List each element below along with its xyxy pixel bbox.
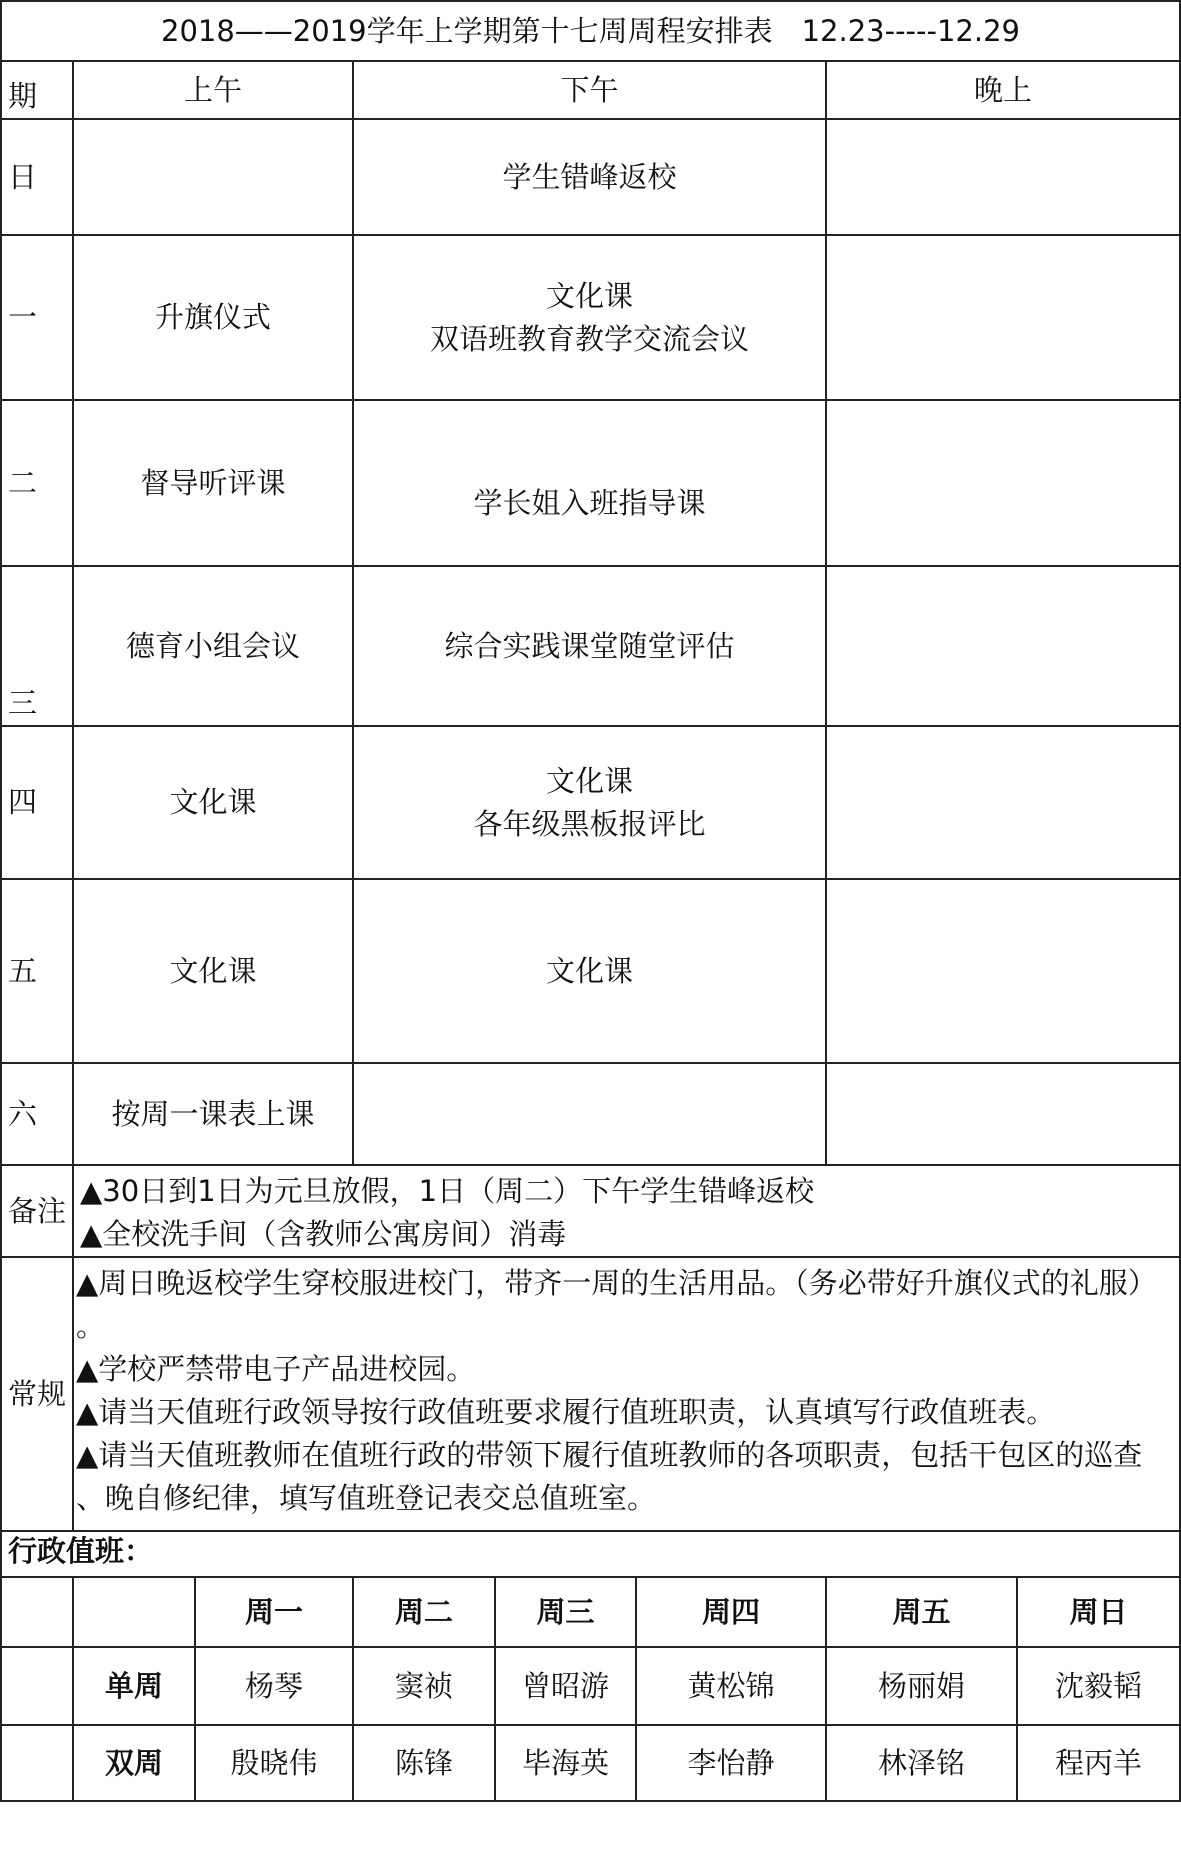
duty-name-cell: [635, 1724, 827, 1802]
duty-day-label: 周三: [536, 1594, 595, 1629]
header-morning: [72, 60, 354, 120]
remarks-label-cell: [0, 1164, 74, 1258]
title-text: 2018——2019学年上学期第十七周周程安排表 12.23-----12.29: [161, 13, 1020, 48]
afternoon-cell: [352, 565, 827, 727]
morning-text: 德育小组会议: [125, 628, 300, 663]
duty-row-label-cell: [72, 1724, 196, 1802]
evening-cell: [825, 399, 1181, 567]
duty-name: 窦祯: [394, 1668, 453, 1703]
duty-row-label: 单周: [104, 1668, 163, 1703]
duty-label-header-cell: [72, 1576, 196, 1648]
duty-name: 程丙羊: [1054, 1745, 1142, 1780]
duty-corner-cell: [0, 1576, 74, 1648]
afternoon-text: 学生错峰返校: [502, 159, 677, 194]
header-afternoon-label: 下午: [560, 72, 619, 107]
duty-name: 殷晓伟: [230, 1745, 318, 1780]
duty-day-label: 周日: [1069, 1594, 1128, 1629]
afternoon-text: 双语班教育教学交流会议: [429, 321, 749, 356]
routine-label: 常规: [8, 1376, 67, 1411]
afternoon-text: 学长姐入班指导课: [473, 485, 706, 520]
day-cell: [0, 878, 74, 1064]
duty-name-cell: [1016, 1724, 1181, 1802]
day-label: 二: [8, 465, 38, 500]
day-cell: [0, 399, 74, 567]
evening-cell: [825, 725, 1181, 880]
header-day-label: 期: [8, 79, 38, 113]
afternoon-cell: [352, 118, 827, 236]
header-morning-label: 上午: [183, 72, 242, 107]
duty-name: 陈锋: [394, 1745, 453, 1780]
duty-name: 曾昭游: [521, 1668, 609, 1703]
duty-row-blank: [0, 1646, 74, 1726]
day-cell: [0, 565, 74, 727]
day-label: 六: [8, 1096, 38, 1131]
duty-day-label: 周四: [701, 1594, 760, 1629]
day-label: 一: [8, 300, 38, 334]
routine-line: ▲请当天值班行政领导按行政值班要求履行值班职责，认真填写行政值班表。: [76, 1395, 1056, 1429]
duty-row-label: 双周: [104, 1745, 163, 1780]
duty-name: 杨琴: [244, 1668, 303, 1703]
day-label: 日: [8, 159, 38, 194]
duty-name: 林泽铭: [877, 1745, 965, 1780]
duty-day-header: [494, 1576, 637, 1648]
header-evening: [825, 60, 1181, 120]
duty-row-blank: [0, 1724, 74, 1802]
duty-day-header: [1016, 1576, 1181, 1648]
afternoon-text: 文化课: [545, 763, 633, 798]
evening-cell: [825, 565, 1181, 727]
duty-title: 行政值班：: [8, 1534, 154, 1568]
routine-content: [72, 1256, 1181, 1532]
duty-name-cell: [494, 1724, 637, 1802]
duty-name: 杨丽娟: [877, 1668, 965, 1703]
duty-day-header: [825, 1576, 1018, 1648]
duty-name-cell: [194, 1646, 354, 1726]
morning-cell: [72, 565, 354, 727]
day-cell: [0, 1062, 74, 1166]
morning-cell: [72, 878, 354, 1064]
afternoon-text: 各年级黑板报评比: [473, 806, 706, 841]
evening-cell: [825, 234, 1181, 401]
morning-text: 文化课: [169, 953, 257, 988]
header-day: [0, 60, 74, 120]
day-label: 五: [8, 953, 38, 988]
remark-line: ▲全校洗手间（含教师公寓房间）消毒: [80, 1217, 567, 1251]
afternoon-cell: [352, 725, 827, 880]
duty-day-label: 周五: [892, 1594, 951, 1629]
duty-day-header: [352, 1576, 496, 1648]
evening-cell: [825, 1062, 1181, 1166]
duty-day-label: 周一: [244, 1594, 303, 1629]
afternoon-text: 文化课: [545, 278, 633, 313]
duty-name: 毕海英: [521, 1745, 609, 1780]
routine-line: 。: [76, 1309, 106, 1343]
day-label: 三: [8, 686, 38, 720]
duty-name-cell: [825, 1724, 1018, 1802]
duty-title-cell: [0, 1530, 1181, 1578]
duty-name-cell: [494, 1646, 637, 1726]
morning-cell: [72, 234, 354, 401]
remark-line: ▲30日到1日为元旦放假，1日（周二）下午学生错峰返校: [80, 1174, 815, 1208]
morning-cell: [72, 118, 354, 236]
remarks-content: [72, 1164, 1181, 1258]
duty-name-cell: [825, 1646, 1018, 1726]
duty-name: 黄松锦: [687, 1668, 775, 1703]
duty-name-cell: [194, 1724, 354, 1802]
duty-day-header: [635, 1576, 827, 1648]
page-title: [0, 0, 1181, 62]
morning-text: 升旗仪式: [154, 300, 271, 334]
morning-text: 文化课: [169, 785, 257, 819]
day-cell: [0, 234, 74, 401]
routine-line: ▲周日晚返校学生穿校服进校门，带齐一周的生活用品。（务必带好升旗仪式的礼服）: [76, 1266, 1157, 1300]
duty-name: 沈毅韬: [1054, 1668, 1142, 1703]
afternoon-cell: [352, 1062, 827, 1166]
duty-name-cell: [352, 1724, 496, 1802]
routine-line: ▲学校严禁带电子产品进校园。: [76, 1352, 476, 1386]
header-evening-label: 晚上: [973, 72, 1032, 107]
duty-row-label-cell: [72, 1646, 196, 1726]
afternoon-cell: [352, 878, 827, 1064]
duty-day-label: 周二: [394, 1594, 453, 1629]
afternoon-text: 综合实践课堂随堂评估: [444, 628, 735, 663]
afternoon-text: 文化课: [545, 953, 633, 988]
header-afternoon: [352, 60, 827, 120]
morning-text: 按周一课表上课: [111, 1096, 315, 1131]
routine-label-cell: [0, 1256, 74, 1532]
afternoon-cell: [352, 399, 827, 567]
routine-line: ▲请当天值班教师在值班行政的带领下履行值班教师的各项职责，包括干包区的巡查: [76, 1438, 1143, 1472]
evening-cell: [825, 878, 1181, 1064]
day-cell: [0, 725, 74, 880]
duty-name-cell: [352, 1646, 496, 1726]
morning-text: 督导听评课: [140, 465, 286, 500]
evening-cell: [825, 118, 1181, 236]
afternoon-cell: [352, 234, 827, 401]
morning-cell: [72, 725, 354, 880]
duty-name-cell: [635, 1646, 827, 1726]
duty-name: 李怡静: [687, 1745, 775, 1780]
routine-line: 、晚自修纪律，填写值班登记表交总值班室。: [76, 1481, 657, 1515]
day-label: 四: [8, 785, 38, 819]
remarks-label: 备注: [8, 1193, 67, 1228]
duty-day-header: [194, 1576, 354, 1648]
duty-name-cell: [1016, 1646, 1181, 1726]
morning-cell: [72, 399, 354, 567]
day-cell: [0, 118, 74, 236]
morning-cell: [72, 1062, 354, 1166]
